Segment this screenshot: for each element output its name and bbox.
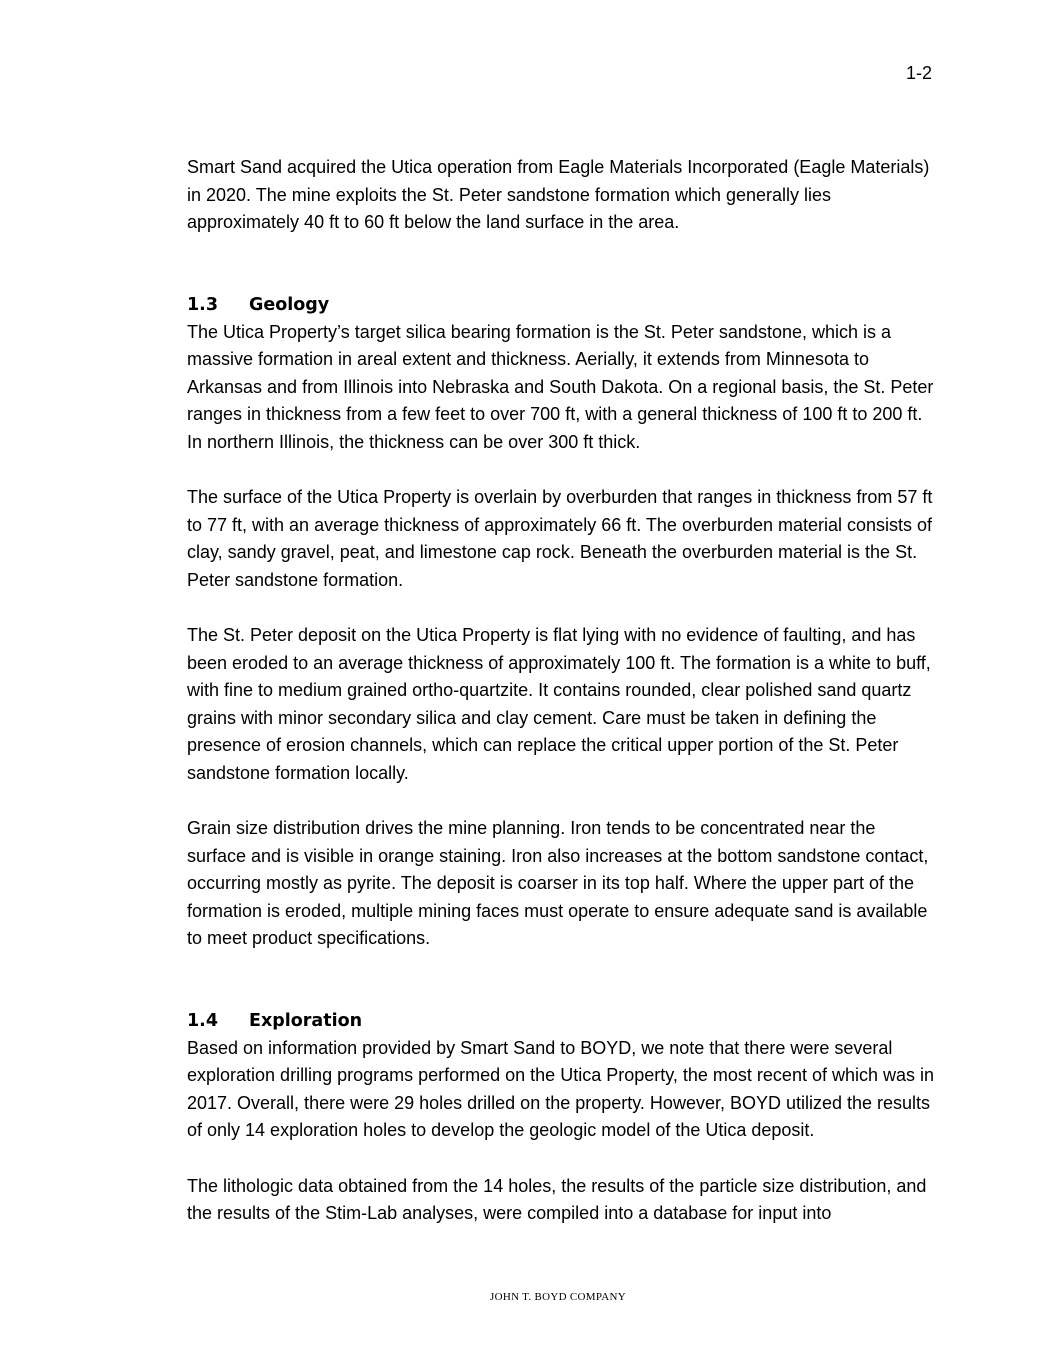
intro-paragraph: Smart Sand acquired the Utica operation from Eagle Materials Incorporated (Eagle Materials) in 2020. The mine exploits the St. Peter sandstone formation which generally lies approximately 40 ft to 60 ft below the land surface in the area. xyxy=(187,157,930,232)
geology-paragraph: The surface of the Utica Property is overlain by overburden that ranges in thickness from 57 ft to 77 ft, with an average thickness of approximately 66 ft. The overburden material consists of clay, sandy gravel, peat, and limestone cap rock. Beneath the overburden material is the St. Peter sandstone formation. xyxy=(187,487,933,590)
page-number: 1-2 xyxy=(905,63,932,83)
section-number: 1.4 xyxy=(187,1010,219,1031)
section-heading-geology xyxy=(187,292,937,319)
exploration-paragraph: Based on information provided by Smart Sand to BOYD, we note that there were several exploration drilling programs performed on the Utica Property, the most recent of which was in 2017. Overall, there were 29 holes drilled on the property. However, BOYD utilized the results of only 14 exploration holes to develop the geologic model of the Utica deposit. xyxy=(187,1037,935,1140)
exploration-paragraph: The lithologic data obtained from the 14 holes, the results of the particle size distribution, and the results of the Stim-Lab analyses, were compiled into a database for input into xyxy=(187,1175,927,1223)
section-heading-exploration xyxy=(187,1008,937,1035)
geology-paragraph: The Utica Property’s target silica bearing formation is the St. Peter sandstone, which is a massive formation in areal extent and thickness. Aerially, it extends from Minnesota to Arkansas and from Illinois into Nebraska and South Dakota. On a regional basis, the St. Peter ranges in thickness from a few feet to over 700 ft, with a general thickness of 100 ft to 200 ft. In northern Illinois, the thickness can be over 300 ft thick. xyxy=(187,321,934,452)
footer-company-name: JOHN T. BOYD COMPANY xyxy=(490,1291,626,1303)
geology-paragraph: Grain size distribution drives the mine planning. Iron tends to be concentrated near the surface and is visible in orange staining. Iron also increases at the bottom sandstone contact, occurring mostly as pyrite. The deposit is coarser in its top half. Where the upper part of the formation is eroded, multiple mining faces must operate to ensure adequate sand is available to meet product specifications. xyxy=(187,818,929,948)
section-number: 1.3 xyxy=(187,294,219,315)
document-body xyxy=(187,154,937,1228)
geology-paragraph: The St. Peter deposit on the Utica Property is flat lying with no evidence of faulting, and has been eroded to an average thickness of approximately 100 ft. The formation is a white to buff, with fine to medium grained ortho-quartzite. It contains rounded, clear polished sand quartz grains with minor secondary silica and clay cement. Care must be taken in defining the presence of erosion channels, which can replace the critical upper portion of the St. Peter sandstone formation locally. xyxy=(187,625,931,783)
section-title: Geology xyxy=(249,294,330,315)
section-title: Exploration xyxy=(249,1010,363,1031)
